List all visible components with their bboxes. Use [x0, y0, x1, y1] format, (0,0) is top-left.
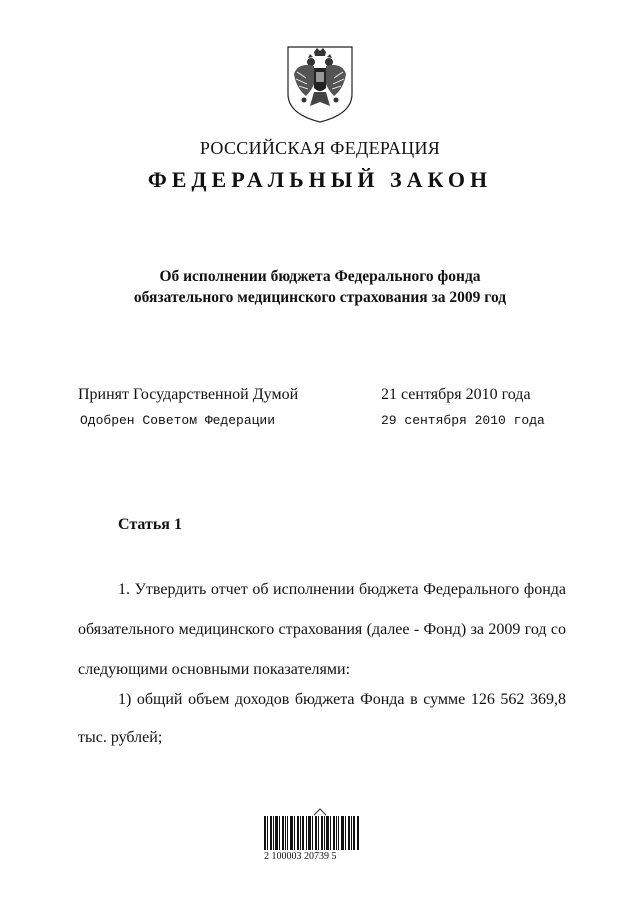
approved-date: 29 сентября 2010 года [381, 413, 545, 428]
law-subject-line-2: обязательного медицинского страхования за 2009 год [133, 289, 507, 306]
barcode-icon [264, 816, 360, 850]
law-type-title: ФЕДЕРАЛЬНЫЙ ЗАКОН [147, 167, 493, 192]
adopted-label: Принят Государственной Думой [78, 386, 299, 403]
approved-label: Одобрен Советом Федерации [80, 413, 276, 428]
article-item-1: 1) общий объем доходов бюджета Фонда в сумме 126 562 369,8 тыс. рублей; [78, 691, 566, 746]
coat-of-arms-icon [284, 44, 356, 124]
country-title: РОССИЙСКАЯ ФЕДЕРАЦИЯ [199, 138, 441, 158]
barcode-number: 2 100003 20739 5 [264, 851, 337, 862]
law-subject [0, 266, 640, 308]
law-subject-line-1: Об исполнении бюджета Федерального фонда [159, 268, 481, 285]
adopted-date: 21 сентября 2010 года [381, 386, 531, 403]
article-paragraph-1: 1. Утвердить отчет об исполнении бюджета Федерального фонда обязательного медицинского страхования (далее - Фонд) за 2009 год со следующими основными показателями: [78, 581, 566, 678]
barcode [264, 808, 376, 862]
barcode-mark-icon [264, 808, 376, 816]
article-title: Статья 1 [118, 516, 182, 533]
